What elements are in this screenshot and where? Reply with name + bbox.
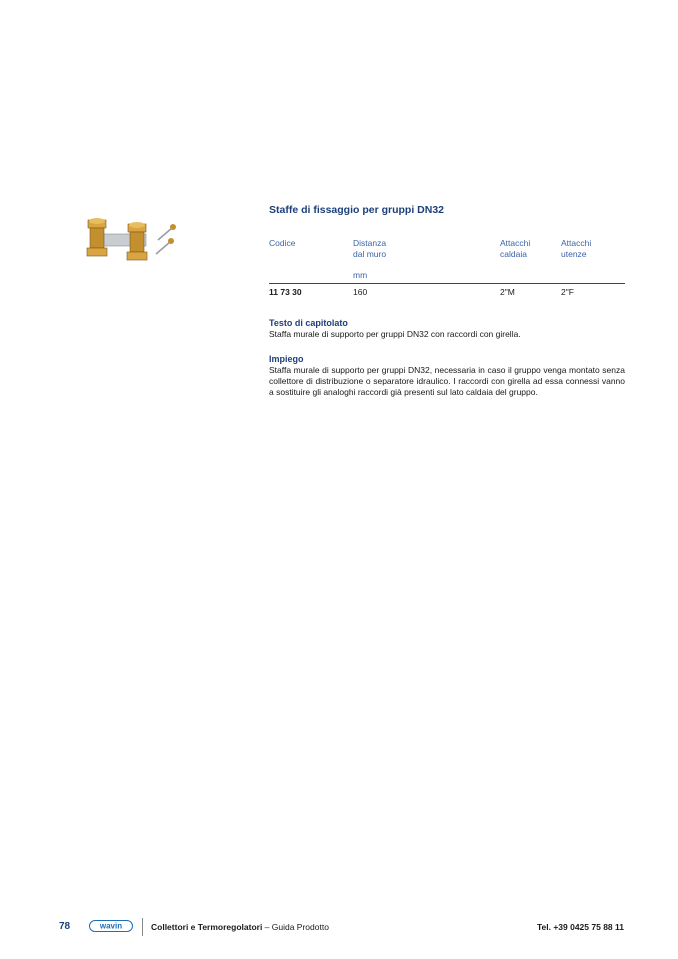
product-image xyxy=(80,214,184,266)
spec-table xyxy=(269,238,625,298)
header-cell: Codice xyxy=(269,238,296,248)
wavin-logo xyxy=(89,920,133,932)
svg-text:wavin: wavin xyxy=(99,921,123,931)
footer-divider xyxy=(142,918,143,936)
product-content xyxy=(269,204,625,398)
footer-title: Collettori e Termoregolatori – Guida Prodotto xyxy=(151,922,329,932)
product-title: Staffe di fissaggio per gruppi DN32 xyxy=(269,204,445,216)
section-specification xyxy=(269,318,625,340)
page-footer xyxy=(0,918,678,938)
user-connection: 2"F xyxy=(561,287,574,297)
header-cell: Attacchi caldaia xyxy=(500,238,531,259)
boiler-connection: 2"M xyxy=(500,287,515,297)
header-cell: Attacchi utenze xyxy=(561,238,592,259)
section-text: Staffa murale di supporto per gruppi DN32 con raccordi con girella. xyxy=(269,329,521,339)
section-title: Testo di capitolato xyxy=(269,318,348,328)
page-number: 78 xyxy=(59,921,71,932)
spec-table-header xyxy=(269,238,625,260)
section-usage xyxy=(269,354,625,398)
product-code: 11 73 30 xyxy=(269,287,302,297)
wall-distance: 160 xyxy=(353,287,368,297)
table-row xyxy=(269,284,625,298)
section-text: Staffa murale di supporto per gruppi DN32, necessaria in caso il gruppo venga montato senza collettore di distribuzione o separatore idraulico. I raccordi con girella ad essa connessi vanno a sostituire gli analoghi raccordi già presenti sul lato caldaia del gruppo. xyxy=(269,365,625,397)
section-title: Impiego xyxy=(269,354,304,364)
header-cell: Distanza dal muro xyxy=(353,238,387,259)
spec-table-units: mm xyxy=(353,270,368,280)
footer-phone: Tel. +39 0425 75 88 11 xyxy=(536,922,624,932)
